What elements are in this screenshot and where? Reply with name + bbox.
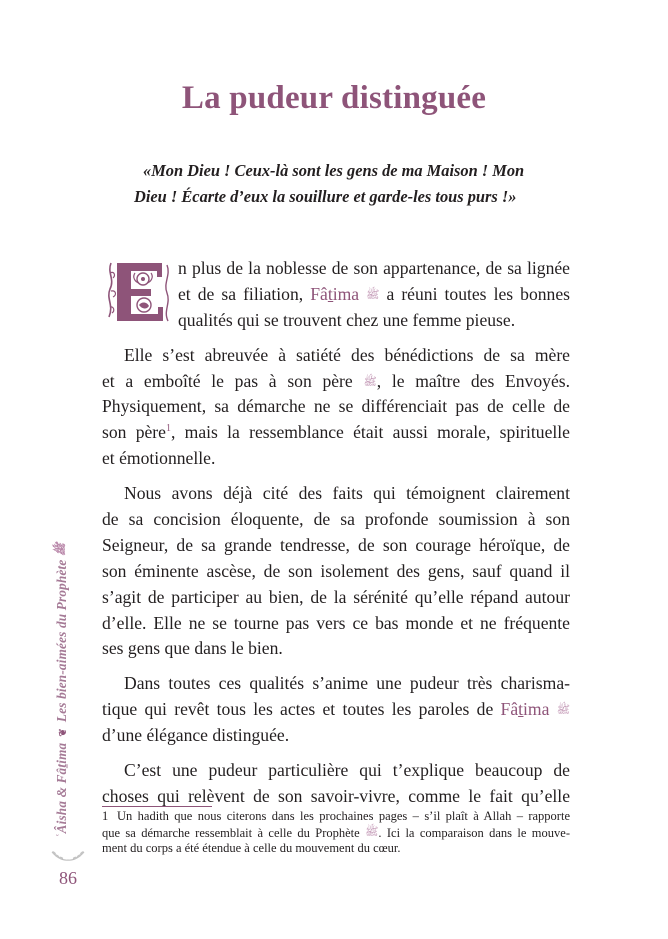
honorific-icon: ﷺ: [55, 542, 67, 557]
text-run: et de sa filiation,: [178, 283, 311, 304]
paragraph: [102, 343, 570, 472]
name-fatima: Fâṯima: [500, 699, 550, 720]
honorific-icon: ﷺ: [365, 825, 379, 838]
epigraph-line: Dieu ! Écarte d’eux la souillure et garde-les tous purs !»: [134, 187, 517, 206]
dropcap-ornament-icon: [105, 259, 173, 325]
text-run: . Ici la comparaison dans le mouve-: [378, 825, 570, 840]
text-line: ses gens que dans le bien.: [102, 638, 283, 659]
text-line: d’elle. Elle ne se tourne pas vers ce bas monde et ne fréquente: [102, 612, 570, 633]
text-line: Nous avons déjà cité des faits qui témoignent clairement: [124, 483, 570, 504]
text-line: d’une élégance distinguée.: [102, 725, 290, 746]
text-line: [102, 369, 570, 395]
text-line: Physiquement, sa démarche ne se différenciait pas de celle de: [102, 396, 570, 417]
text-run: Un hadith que nous citerons dans les prochaines pages – s’il plaît à Allah – rapporte: [117, 809, 570, 823]
paragraph: [102, 481, 570, 662]
text-line: son éminente ascèse, de son isolement des gens, sauf quand il: [102, 560, 570, 581]
text-line: Elle s’est abreuvée à satiété des bénédictions de sa mère: [124, 344, 570, 365]
book-title-right: Les bien-aimées du Prophète: [54, 559, 69, 723]
epigraph-quote: [134, 158, 574, 210]
page-number: 86: [59, 868, 77, 888]
paragraph: [102, 758, 570, 810]
footnote-line: ment du corps a été étendue à celle du mouvement du cœur.: [102, 841, 401, 856]
footnote: [102, 809, 570, 857]
paragraph: [102, 256, 570, 334]
footnote-line: [102, 809, 570, 825]
text-line: C’est une pudeur particulière qui t’explique beaucoup de: [124, 760, 570, 781]
text-line: [102, 697, 570, 723]
text-line: [102, 420, 570, 446]
text-run: et a emboîté le pas à son père: [102, 370, 364, 391]
text-line: Seigneur, de sa grande tendresse, de son courage héroïque, de: [102, 534, 570, 555]
text-run: que sa démarche ressemblait à celle du Prophète: [102, 825, 366, 840]
text-run: son père: [102, 422, 166, 443]
footnote-divider: [102, 806, 212, 807]
name-fatima: Fâṯima: [310, 283, 360, 304]
honorific-icon: ﷺ: [363, 375, 377, 388]
honorific-icon: ﷺ: [556, 704, 570, 717]
body-text: [102, 256, 570, 819]
text-run: tique qui revêt tous les actes et toutes les paroles de: [102, 699, 501, 720]
running-head: [54, 543, 70, 838]
text-line: s’agit de participer au bien, de la sérénité qu’elle répand autour: [102, 586, 570, 607]
text-line: de sa concision éloquente, de sa profonde soumission à son: [102, 509, 570, 530]
text-line: et émotionnelle.: [102, 448, 216, 469]
footnote-line: [102, 825, 570, 842]
text-run: qualités qui se trouvent chez une femme pieuse.: [178, 309, 516, 330]
honorific-icon: ﷺ: [366, 288, 380, 301]
page-title: La pudeur distinguée: [181, 80, 487, 116]
text-line: choses qui relèvent de son savoir-vivre, comme le fait qu’elle: [102, 785, 570, 806]
laurel-ornament-icon: [50, 849, 86, 863]
book-title-left: ʿÂisha & Fâṯima: [54, 742, 69, 838]
footnote-reference[interactable]: 1: [165, 423, 171, 435]
paragraph: [102, 671, 570, 749]
text-line: Dans toutes ces qualités s’anime une pudeur très charisma-: [124, 673, 570, 694]
footnote-number: 1: [102, 809, 109, 823]
fleuron-icon: ❦: [58, 728, 69, 737]
text-run: , mais la ressemblance était aussi morale, spirituelle: [170, 422, 570, 443]
text-run: n plus de la noblesse de son appartenance, de sa lignée: [178, 258, 570, 278]
epigraph-line: «Mon Dieu ! Ceux-là sont les gens de ma Maison ! Mon: [143, 161, 525, 180]
text-run: , le maître des Envoyés.: [376, 370, 570, 391]
text-run: a réuni toutes les bonnes: [379, 283, 570, 304]
